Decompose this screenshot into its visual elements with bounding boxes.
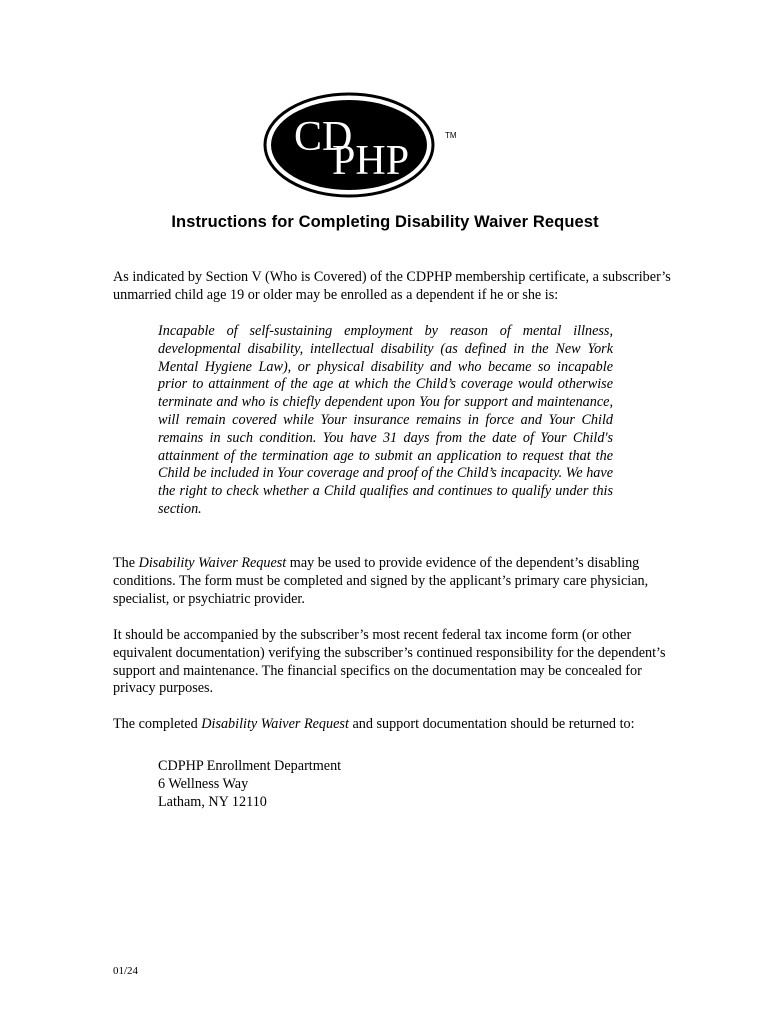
revision-date: 01/24 bbox=[113, 965, 139, 977]
form-name: Disability Waiver Request bbox=[201, 716, 349, 732]
form-name: Disability Waiver Request bbox=[138, 555, 287, 571]
return-paragraph bbox=[113, 716, 673, 734]
logo-text-php: PHP bbox=[332, 138, 410, 184]
form-usage-paragraph bbox=[113, 555, 673, 608]
logo-text-cd: CD bbox=[294, 114, 353, 160]
cdphp-logo bbox=[262, 92, 466, 198]
address-line-3: Latham, NY 12110 bbox=[158, 793, 267, 810]
para2-prefix: The bbox=[113, 555, 139, 571]
documentation-paragraph: It should be accompanied by the subscriber’s most recent federal tax income form (or other equivalent documentation) verifying the subscriber’s continued responsibility for the dependent’s support and maintenance. The financial specifics on the documentation may be concealed for privacy purposes. bbox=[113, 627, 666, 697]
para4-suffix: and support documentation should be returned to: bbox=[348, 716, 635, 732]
page-title: Instructions for Completing Disability Waiver Request bbox=[171, 213, 599, 231]
coverage-quote: Incapable of self-sustaining employment by reason of mental illness, developmental disability, intellectual disability (as defined in the New York Mental Hygiene Law), or physical disability and who became so incapable prior to attainment of the age at which the Child’s coverage would otherwise terminate and who is chiefly dependent upon You for support and maintenance, will remain covered while Your insurance remains in force and Your Child remains in such condition. You have 31 days from the date of Your Child's attainment of the termination age to submit an application to request that the Child be included in Your coverage and proof of the Child’s incapacity. We have the right to check whether a Child qualifies and continues to qualify under this section. bbox=[158, 323, 613, 517]
para4-prefix: The completed bbox=[113, 716, 202, 732]
address-line-2: 6 Wellness Way bbox=[158, 775, 249, 792]
mailing-address bbox=[158, 758, 341, 811]
intro-paragraph: As indicated by Section V (Who is Covered) of the CDPHP membership certificate, a subscriber’s unmarried child age 19 or older may be enrolled as a dependent if he or she is: bbox=[113, 269, 671, 303]
para2-suffix: may be used to provide evidence of the dependent’s disabling conditions. The form must be completed and signed by the applicant’s primary care physician, specialist, or psychiatric provider. bbox=[113, 555, 649, 607]
logo-trademark: TM bbox=[445, 131, 457, 140]
address-line-1: CDPHP Enrollment Department bbox=[158, 758, 342, 774]
